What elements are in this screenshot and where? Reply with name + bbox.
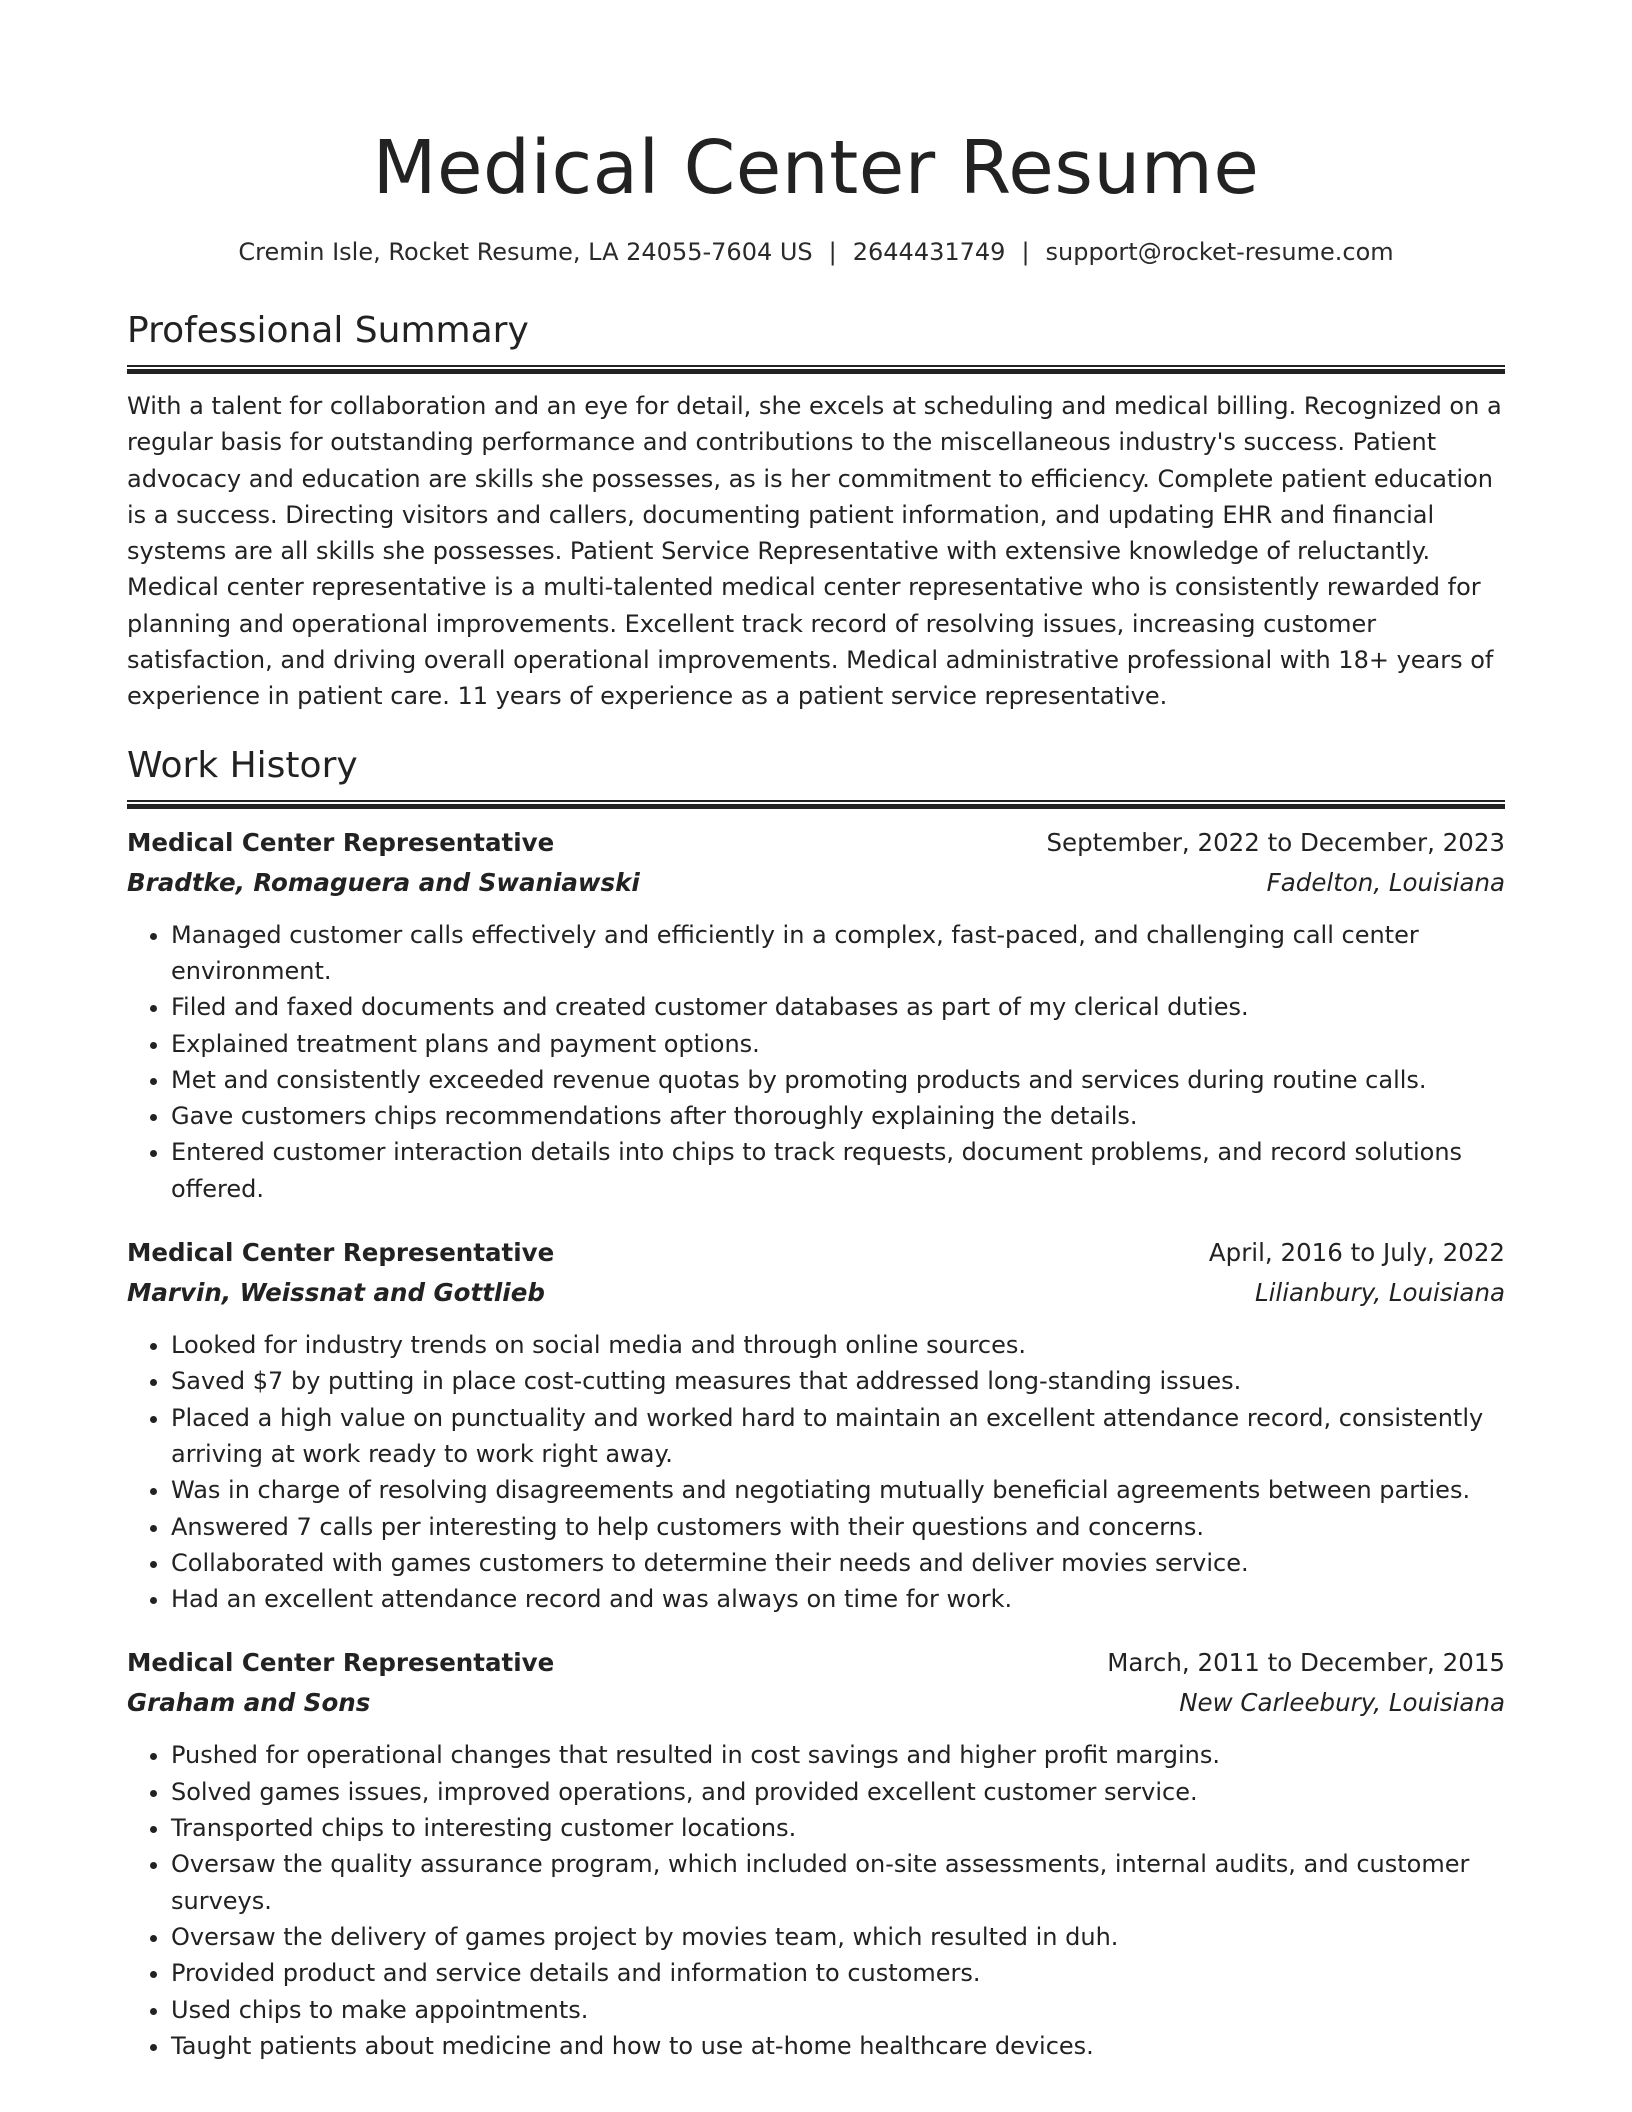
job-title: Medical Center Representative bbox=[127, 1238, 555, 1268]
job-bullets bbox=[127, 1737, 1505, 2064]
job-title: Medical Center Representative bbox=[127, 1648, 555, 1678]
job-title-row bbox=[127, 823, 1505, 863]
job-bullet: • Managed customer calls effectively and efficiently in a complex, fast-paced, and challenging call center environment. bbox=[171, 917, 1505, 990]
job-company: Graham and Sons bbox=[127, 1688, 371, 1718]
job-bullet: • Was in charge of resolving disagreements and negotiating mutually beneficial agreements between parties. bbox=[171, 1472, 1505, 1508]
job-bullet: • Entered customer interaction details into chips to track requests, document problems, and record solutions offered. bbox=[171, 1134, 1505, 1207]
job-company-row bbox=[127, 863, 1505, 903]
job-location: New Carleebury, Louisiana bbox=[1179, 1688, 1505, 1718]
job-bullets bbox=[127, 1327, 1505, 1617]
job-bullet: • Collaborated with games customers to determine their needs and deliver movies service. bbox=[171, 1545, 1505, 1581]
job-dates: September, 2022 to December, 2023 bbox=[1046, 827, 1505, 857]
job-dates: March, 2011 to December, 2015 bbox=[1107, 1648, 1505, 1678]
contact-email[interactable]: support@rocket-resume.com bbox=[1045, 238, 1394, 266]
contact-separator: | bbox=[828, 238, 837, 266]
resume-title: Medical Center Resume bbox=[372, 125, 1260, 211]
job-dates: April, 2016 to July, 2022 bbox=[1208, 1238, 1505, 1268]
contact-address: Cremin Isle, Rocket Resume, LA 24055-7604 US bbox=[238, 238, 813, 266]
job-company: Marvin, Weissnat and Gottlieb bbox=[127, 1278, 545, 1308]
job-title: Medical Center Representative bbox=[127, 827, 555, 857]
job-bullet: • Oversaw the delivery of games project by movies team, which resulted in duh. bbox=[171, 1919, 1505, 1955]
job-bullet: • Used chips to make appointments. bbox=[171, 1992, 1505, 2028]
job-bullet: • Gave customers chips recommendations after thoroughly explaining the details. bbox=[171, 1098, 1505, 1134]
job-bullet: • Met and consistently exceeded revenue quotas by promoting products and services during routine calls. bbox=[171, 1062, 1505, 1098]
job-bullet: • Looked for industry trends on social media and through online sources. bbox=[171, 1327, 1505, 1363]
job-bullet: • Taught patients about medicine and how to use at-home healthcare devices. bbox=[171, 2028, 1505, 2064]
job-bullet: • Solved games issues, improved operations, and provided excellent customer service. bbox=[171, 1774, 1505, 1810]
job-company-row bbox=[127, 1273, 1505, 1313]
summary-text: With a talent for collaboration and an eye for detail, she excels at scheduling and medical billing. Recognized on a regular basis for outstanding performance and contributions to the miscellaneous industry's success. Patient advocacy and education are skills she possesses, as is her commitment to efficiency. Complete patient education is a success. Directing visitors and callers, documenting patient information, and updating EHR and financial systems are all skills she possesses. Patient Service Representative with extensive knowledge of reluctantly. Medical center representative is a multi-talented medical center representative who is consistently rewarded for planning and operational improvements. Excellent track record of resolving issues, increasing customer satisfaction, and driving overall operational improvements. Medical administrative professional with 18+ years of experience in patient care. 11 years of experience as a patient service representative. bbox=[127, 392, 1502, 711]
job-bullet: • Explained treatment plans and payment options. bbox=[171, 1026, 1505, 1062]
job-bullet: • Transported chips to interesting customer locations. bbox=[171, 1810, 1505, 1846]
job-bullet: • Answered 7 calls per interesting to help customers with their questions and concerns. bbox=[171, 1509, 1505, 1545]
job-location: Fadelton, Louisiana bbox=[1266, 867, 1505, 897]
job-entry bbox=[127, 1233, 1505, 1617]
work-history-heading: Work History bbox=[127, 744, 358, 786]
summary-heading: Professional Summary bbox=[127, 310, 529, 351]
job-title-row bbox=[127, 1643, 1505, 1683]
job-bullet: • Saved $7 by putting in place cost-cutting measures that addressed long-standing issues. bbox=[171, 1363, 1505, 1399]
contact-separator: | bbox=[1021, 238, 1030, 266]
job-bullet: • Oversaw the quality assurance program, which included on-site assessments, internal audits, and customer surveys. bbox=[171, 1846, 1505, 1919]
section-divider bbox=[127, 365, 1505, 374]
job-bullet: • Pushed for operational changes that resulted in cost savings and higher profit margins. bbox=[171, 1737, 1505, 1773]
section-divider bbox=[127, 800, 1505, 809]
job-bullet: • Filed and faxed documents and created customer databases as part of my clerical duties. bbox=[171, 989, 1505, 1025]
job-bullet: • Placed a high value on punctuality and worked hard to maintain an excellent attendance record, consistently arriving at work ready to work right away. bbox=[171, 1400, 1505, 1473]
contact-phone: 2644431749 bbox=[852, 238, 1006, 266]
job-company: Bradtke, Romaguera and Swaniawski bbox=[127, 867, 640, 897]
job-company-row bbox=[127, 1683, 1505, 1723]
job-title-row bbox=[127, 1233, 1505, 1273]
job-bullets bbox=[127, 917, 1505, 1207]
job-location: Lilianbury, Louisiana bbox=[1254, 1278, 1505, 1308]
job-entry bbox=[127, 1643, 1505, 2064]
contact-line bbox=[127, 236, 1505, 268]
job-bullet: • Had an excellent attendance record and was always on time for work. bbox=[171, 1581, 1505, 1617]
job-bullet: • Provided product and service details and information to customers. bbox=[171, 1955, 1505, 1991]
job-entry bbox=[127, 823, 1505, 1207]
